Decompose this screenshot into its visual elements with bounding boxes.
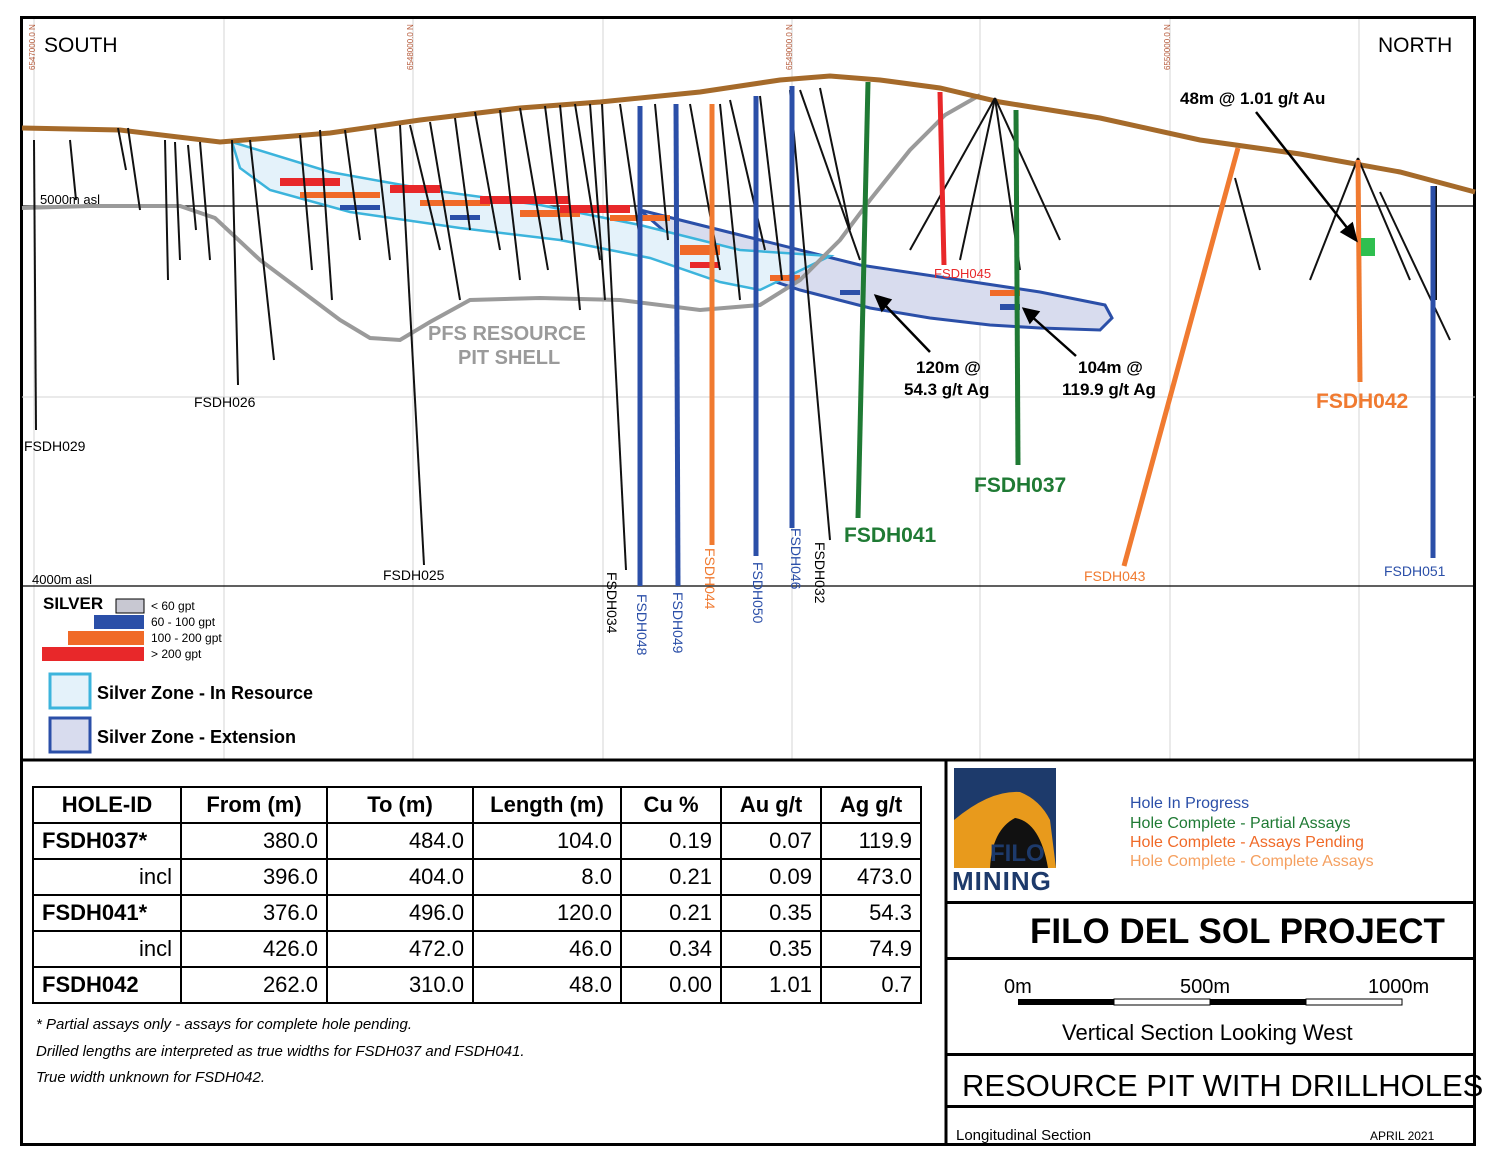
cell-from: 262.0 [181,967,327,1003]
cell-hole-id: incl [33,859,181,895]
header-length: Length (m) [473,787,621,823]
legend-zone-in-resource: Silver Zone - In Resource [97,683,314,703]
grid-label-6549000: 6549000.0 N [785,24,794,70]
cell-from: 380.0 [181,823,327,859]
table-row [33,859,921,895]
hole-label-fsdh045: FSDH045 [934,266,992,281]
section-subtitle: RESOURCE PIT WITH DRILLHOLES [962,1068,1484,1103]
legend-grade-lt60: < 60 gpt [151,599,195,613]
hole-label-fsdh034: FSDH034 [604,572,620,634]
hole-label-fsdh026: FSDH026 [194,394,256,410]
hole-label-fsdh048: FSDH048 [634,594,650,656]
hole-label-fsdh046: FSDH046 [788,528,804,590]
logo-text-filo: FILO [990,840,1045,867]
cell-hole-id: incl [33,931,181,967]
table-header-row [33,787,921,823]
cell-length: 120.0 [473,895,621,931]
gold-intercept-callout: 48m @ 1.01 g/t Au [1180,89,1326,108]
assay-results-table [32,786,922,1004]
cell-hole-id: FSDH037* [33,823,181,859]
hole-label-fsdh044: FSDH044 [702,548,718,610]
cell-length: 8.0 [473,859,621,895]
cell-ag: 74.9 [821,931,921,967]
cell-to: 484.0 [327,823,473,859]
legend-grade-gt200: > 200 gpt [151,647,202,661]
status-in-progress: Hole In Progress [1130,795,1250,812]
legend-grade-60-100: 60 - 100 gpt [151,615,216,629]
cell-au: 0.09 [721,859,821,895]
view-direction: Vertical Section Looking West [1062,1020,1353,1045]
pit-shell-label-line1: PFS RESOURCE [428,323,586,345]
title-block-footer-rule [946,1105,1476,1108]
grid-label-6550000: 6550000.0 N [1163,24,1172,70]
fsdh041-callout-line2: 54.3 g/t Ag [904,380,990,399]
cell-from: 376.0 [181,895,327,931]
south-label: SOUTH [44,34,118,57]
fsdh037-callout-line2: 119.9 g/t Ag [1062,380,1156,399]
header-cu: Cu % [621,787,721,823]
header-to: To (m) [327,787,473,823]
status-assays-pending: Hole Complete - Assays Pending [1130,834,1364,851]
table-row [33,895,921,931]
hole-label-fsdh051: FSDH051 [1384,563,1446,579]
legend-zone-extension: Silver Zone - Extension [97,727,297,747]
hole-label-fsdh049: FSDH049 [670,592,686,654]
header-au: Au g/t [721,787,821,823]
status-partial-assays: Hole Complete - Partial Assays [1130,815,1351,832]
scale-label-500: 500m [1180,976,1231,998]
hole-label-fsdh025: FSDH025 [383,567,445,583]
cell-to: 310.0 [327,967,473,1003]
cell-length: 104.0 [473,823,621,859]
grid-label-6547000: 6547000.0 N [28,24,37,70]
hole-fsdh043 [1124,148,1238,566]
issue-date: APRIL 2021 [1370,1129,1435,1143]
cell-cu: 0.34 [621,931,721,967]
table-row [33,931,921,967]
cell-au: 0.35 [721,895,821,931]
scale-label-0: 0m [1004,976,1032,998]
cell-au: 0.35 [721,931,821,967]
hole-label-fsdh043: FSDH043 [1084,568,1146,584]
legend-grade-100-200: 100 - 200 gpt [151,631,222,645]
hole-fsdh049 [676,104,678,586]
cell-cu: 0.19 [621,823,721,859]
pit-shell-label-line2: PIT SHELL [458,347,561,369]
cell-au: 0.07 [721,823,821,859]
logo-text-mining: MINING [952,866,1052,896]
elevation-5000-label: 5000m asl [40,192,100,207]
table-row [33,967,921,1003]
northing-grid [22,19,1475,760]
cell-au: 1.01 [721,967,821,1003]
cell-ag: 119.9 [821,823,921,859]
cell-to: 472.0 [327,931,473,967]
scale-label-1000: 1000m [1368,976,1430,998]
header-ag: Ag g/t [821,787,921,823]
elevation-4000-label: 4000m asl [32,572,92,587]
grid-label-6548000: 6548000.0 N [406,24,415,70]
fsdh041-callout-line1: 120m @ [916,358,981,377]
cell-length: 48.0 [473,967,621,1003]
table-row [33,823,921,859]
hole-label-fsdh037: FSDH037 [974,474,1067,497]
cell-length: 46.0 [473,931,621,967]
hole-label-fsdh042: FSDH042 [1316,390,1409,413]
hole-fsdh037 [1016,110,1018,465]
cell-from: 426.0 [181,931,327,967]
cell-hole-id: FSDH041* [33,895,181,931]
note-true-width-unknown: True width unknown for FSDH042. [36,1069,265,1086]
hole-fsdh042 [1358,160,1360,382]
cell-ag: 0.7 [821,967,921,1003]
cell-ag: 473.0 [821,859,921,895]
cell-cu: 0.21 [621,859,721,895]
header-from: From (m) [181,787,327,823]
hole-label-fsdh029: FSDH029 [24,438,86,454]
hole-label-fsdh050: FSDH050 [750,562,766,624]
cell-to: 496.0 [327,895,473,931]
hole-label-fsdh032: FSDH032 [812,542,828,604]
hole-label-fsdh041: FSDH041 [844,524,937,547]
legend-silver-title: SILVER [43,594,104,613]
note-partial-assays: * Partial assays only - assays for complete hole pending. [36,1016,413,1033]
project-title: FILO DEL SOL PROJECT [1030,912,1445,951]
cell-to: 404.0 [327,859,473,895]
gold-intercept-marker [1361,238,1375,256]
fsdh037-callout-line1: 104m @ [1078,358,1143,377]
cell-cu: 0.21 [621,895,721,931]
cell-hole-id: FSDH042 [33,967,181,1003]
north-label: NORTH [1378,34,1453,57]
section-type: Longitudinal Section [956,1127,1092,1144]
cell-ag: 54.3 [821,895,921,931]
note-true-widths: Drilled lengths are interpreted as true widths for FSDH037 and FSDH041. [36,1043,525,1060]
header-hole-id: HOLE-ID [33,787,181,823]
cell-cu: 0.00 [621,967,721,1003]
status-complete-assays: Hole Complete - Complete Assays [1130,853,1374,870]
cell-from: 396.0 [181,859,327,895]
